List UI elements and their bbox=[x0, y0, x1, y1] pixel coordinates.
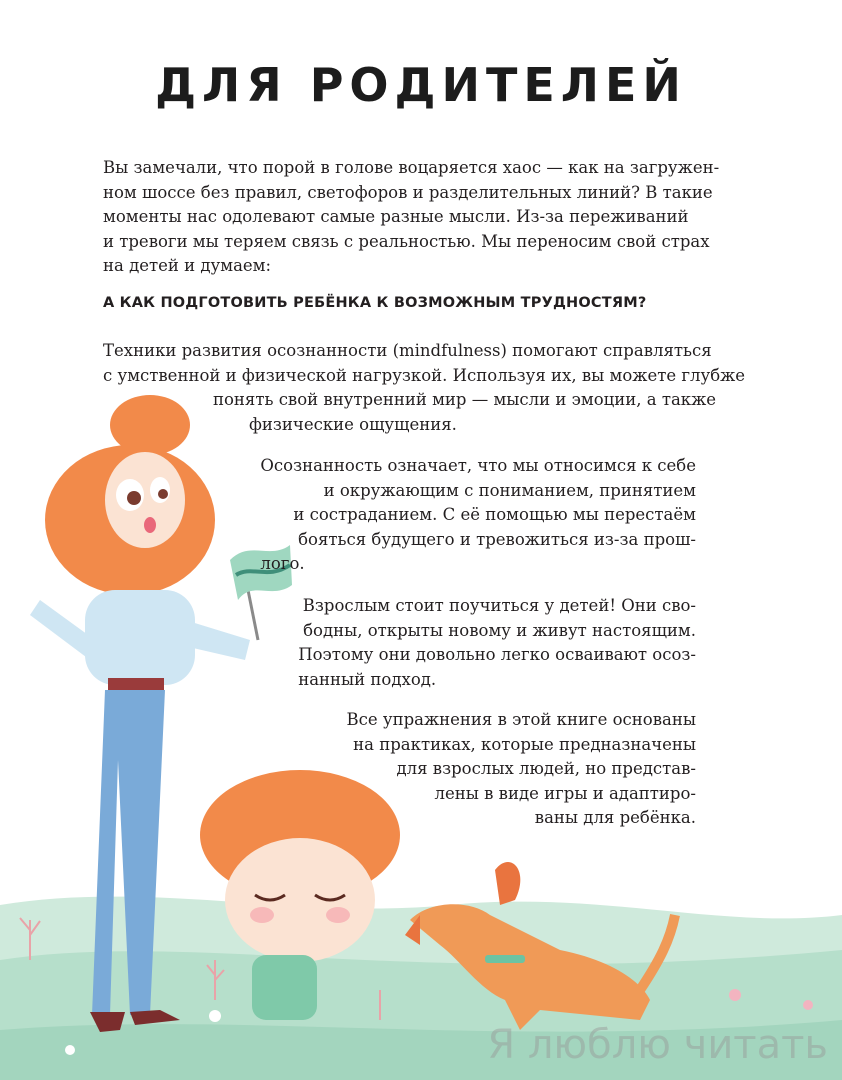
text-line: Техники развития осознанности (mindfulness) помогают справляться bbox=[103, 341, 712, 360]
text-line: и тревоги мы теряем связь с реальностью. Мы переносим свой страх bbox=[103, 231, 710, 251]
watermark: Я люблю читать bbox=[487, 1022, 828, 1068]
text-line: с умственной и физической нагрузкой. Используя их, вы можете глубже bbox=[103, 365, 746, 385]
text-line: Вы замечали, что порой в голове воцаряется хаос — как на загружен- bbox=[103, 158, 720, 177]
text-line: Осознанность означает, что мы относимся к себе bbox=[260, 456, 696, 475]
awareness-paragraph bbox=[260, 454, 696, 577]
page-title: ДЛЯ РОДИТЕЛЕЙ bbox=[155, 58, 687, 112]
text-line: на практиках, которые предназначены bbox=[353, 734, 696, 754]
text-line: понять свой внутренний мир — мысли и эмоции, а также bbox=[213, 390, 717, 409]
text-line: лены в виде игры и адаптиро- bbox=[434, 783, 696, 803]
text-line: ваны для ребёнка. bbox=[534, 808, 696, 827]
text-line: и состраданием. С её помощью мы перестаём bbox=[293, 505, 696, 524]
text-line: моменты нас одолевают самые разные мысли. Из-за переживаний bbox=[103, 207, 689, 226]
text-line: бодны, открыты новому и живут настоящим. bbox=[303, 620, 696, 640]
text-line: и окружающим с пониманием, принятием bbox=[323, 480, 696, 500]
mindfulness-paragraph bbox=[103, 339, 745, 437]
section-heading: А КАК ПОДГОТОВИТЬ РЕБЁНКА К ВОЗМОЖНЫМ ТРУДНОСТЯМ? bbox=[103, 295, 647, 311]
exercises-paragraph bbox=[347, 708, 696, 831]
text-line: Взрослым стоит поучиться у детей! Они сво- bbox=[302, 596, 696, 615]
text-line: для взрослых людей, но представ- bbox=[396, 759, 696, 778]
text-line: нанный подход. bbox=[298, 669, 437, 689]
text-line: ном шоссе без правил, светофоров и разделительных линий? В такие bbox=[103, 182, 713, 202]
intro-paragraph bbox=[103, 156, 719, 279]
text-line: физические ощущения. bbox=[249, 414, 457, 434]
text-line: Все упражнения в этой книге основаны bbox=[346, 710, 696, 729]
text-line: лого. bbox=[260, 554, 305, 573]
learn-from-kids-paragraph bbox=[298, 594, 696, 692]
text-line: бояться будущего и тревожиться из-за прош- bbox=[298, 529, 696, 549]
text-line: на детей и думаем: bbox=[103, 256, 272, 275]
text-line: Поэтому они довольно легко осваивают осоз- bbox=[298, 645, 696, 664]
